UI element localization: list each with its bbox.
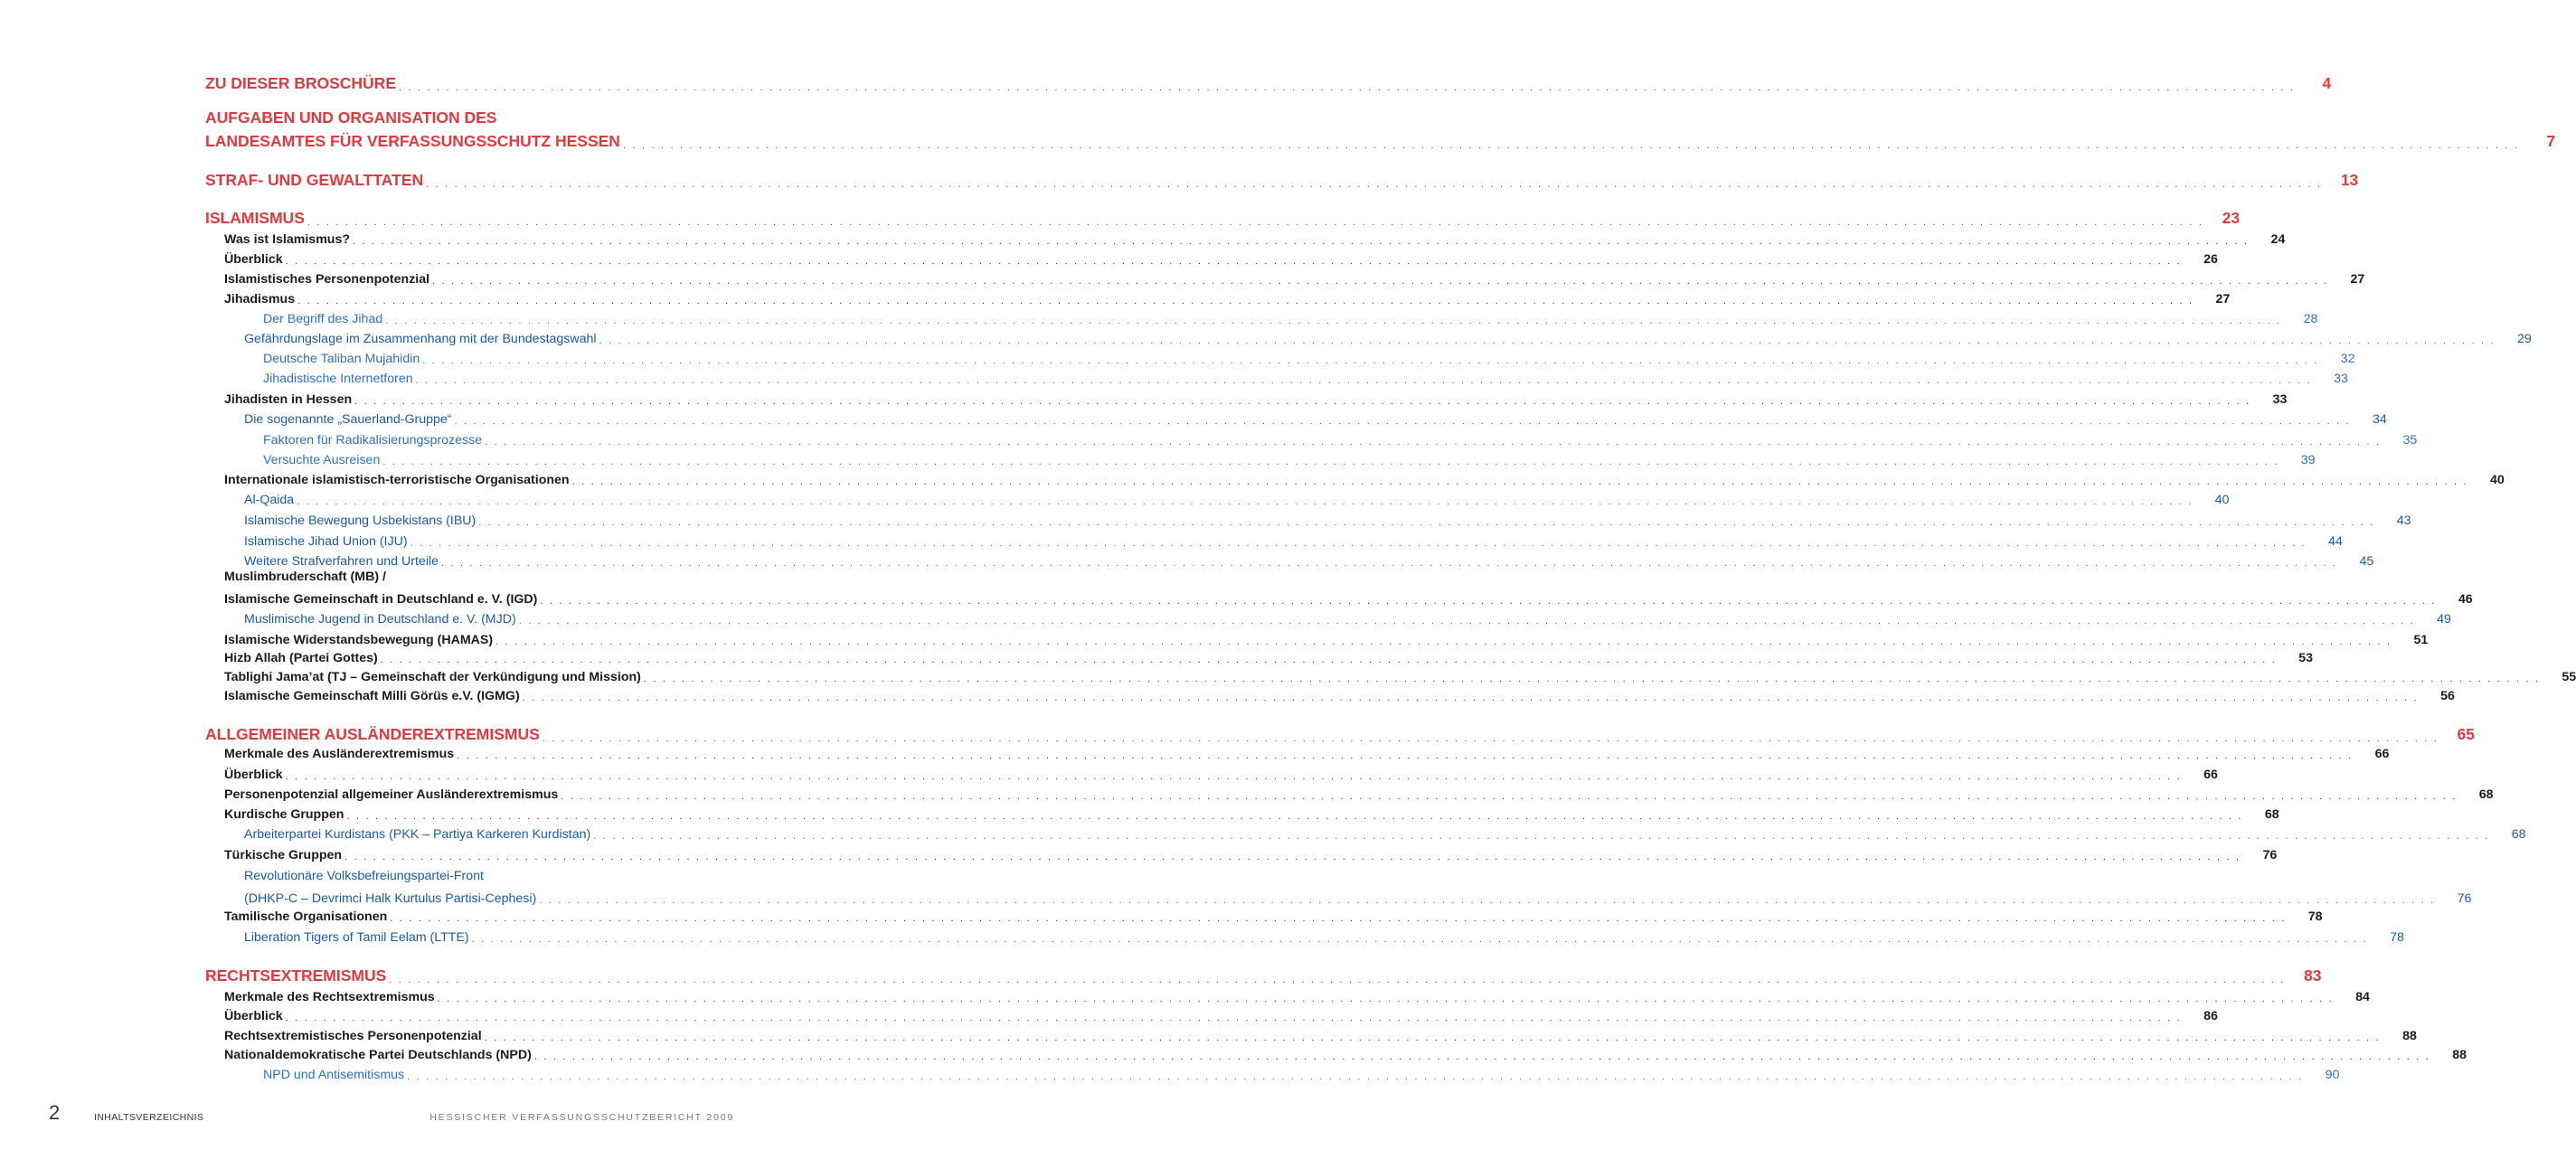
toc-entry[interactable] bbox=[244, 531, 2343, 549]
dot-leader: . . . . . . . . . . . . . . . . . . . . . . . . . . . . . . . . . . . . . . . . . . . . . . . . . . . . . . . . . . . . . . . . . . . . . . . . . . . . . . . . . . . . . . . . . . . . . . . . . . . . . . . . . . . . . . . . . . . . . . . . . . . . . . . . . . . . . . . . . . . . . . . . . . . . . . . . . . . . . . . . . . . . . . . . . . . . . . . . . . . . . . . . . . . . . . . . . . . . . . . . bbox=[437, 994, 2334, 1004]
toc-entry-title: Türkische Gruppen bbox=[224, 848, 343, 862]
dot-leader: . . . . . . . . . . . . . . . . . . . . . . . . . . . . . . . . . . . . . . . . . . . . . . . . . . . . . . . . . . . . . . . . . . . . . . . . . . . . . . . . . . . . . . . . . . . . . . . . . . . . . . . . . . . . . . . . . . . . . . . . . . . . . . . . . . . . . . . . . . . . . . . . . . . . . . . . . . . . . . . . . . . . . . . . . . . . . . . . . . . . . . . . . . . . . . . . . . . . . . . . bbox=[385, 316, 2282, 326]
toc-entry-title: LANDESAMTES FÜR VERFASSUNGSSCHUTZ HESSEN bbox=[205, 132, 620, 150]
toc-entry[interactable] bbox=[224, 784, 2494, 802]
dot-leader: . . . . . . . . . . . . . . . . . . . . . . . . . . . . . . . . . . . . . . . . . . . . . . . . . . . . . . . . . . . . . . . . . . . . . . . . . . . . . . . . . . . . . . . . . . . . . . . . . . . . . . . . . . . . . . . . . . . . . . . . . . . . . . . . . . . . . . . . . . . . . . . . . . . . . . . . . . . . . . . . . . . . . . . . . . . . . . . . . . . . . . . . . . . . . . . . . . . . . . . . bbox=[533, 1051, 2431, 1062]
toc-page-number: 68 bbox=[2478, 787, 2494, 802]
dot-leader: . . . . . . . . . . . . . . . . . . . . . . . . . . . . . . . . . . . . . . . . . . . . . . . . . . . . . . . . . . . . . . . . . . . . . . . . . . . . . . . . . . . . . . . . . . . . . . . . . . . . . . . . . . . . . . . . . . . . . . . . . . . . . . . . . . . . . . . . . . . . . . . . . . . . . . . . . . . . . . . . . . . . . . . . . . . . . . . . . . . . . . . . . . . . . . . . . . . . . . . . bbox=[285, 256, 2182, 267]
toc-page-number: 39 bbox=[2300, 453, 2316, 467]
toc-entry-title: Rechtsextremistisches Personenpotenzial bbox=[224, 1029, 482, 1043]
page-number: 2 bbox=[49, 1101, 61, 1124]
toc-entry-first-line: Revolutionäre Volksbefreiungspartei-Front bbox=[244, 869, 484, 883]
toc-entry[interactable] bbox=[224, 389, 2288, 407]
toc-entry-title: Faktoren für Radikalisierungsprozesse bbox=[263, 433, 483, 448]
toc-entry[interactable] bbox=[244, 927, 2404, 945]
toc-entry[interactable] bbox=[224, 469, 2505, 487]
toc-page-number: 68 bbox=[2511, 827, 2526, 842]
dot-leader: . . . . . . . . . . . . . . . . . . . . . . . . . . . . . . . . . . . . . . . . . . . . . . . . . . . . . . . . . . . . . . . . . . . . . . . . . . . . . . . . . . . . . . . . . . . . . . . . . . . . . . . . . . . . . . . . . . . . . . . . . . . . . . . . . . . . . . . . . . . . . . . . . . . . . . . . . . . . . . . . . . . . . . . . . . . . . . . . . . . . . . . . . . . . . . . . . . . . . . . . bbox=[380, 655, 2277, 665]
toc-page-number: 66 bbox=[2374, 747, 2390, 761]
toc-page-number: 88 bbox=[2402, 1029, 2417, 1043]
dot-leader: . . . . . . . . . . . . . . . . . . . . . . . . . . . . . . . . . . . . . . . . . . . . . . . . . . . . . . . . . . . . . . . . . . . . . . . . . . . . . . . . . . . . . . . . . . . . . . . . . . . . . . . . . . . . . . . . . . . . . . . . . . . . . . . . . . . . . . . . . . . . . . . . . . . . . . . . . . . . . . . . . . . . . . . . . . . . . . . . . . . . . . . . . . . . . . . . . . . . . . . . bbox=[571, 476, 2468, 487]
dot-leader: . . . . . . . . . . . . . . . . . . . . . . . . . . . . . . . . . . . . . . . . . . . . . . . . . . . . . . . . . . . . . . . . . . . . . . . . . . . . . . . . . . . . . . . . . . . . . . . . . . . . . . . . . . . . . . . . . . . . . . . . . . . . . . . . . . . . . . . . . . . . . . . . . . . . . . . . . . . . . . . . . . . . . . . . . . . . . . . . . . . . . . . . . . . . . . . . . . . . . . . . bbox=[354, 396, 2251, 407]
toc-entry[interactable] bbox=[244, 489, 2230, 507]
toc-entry-title: Arbeiterpartei Kurdistans (PKK – Partiya Karkeren Kurdistan) bbox=[244, 827, 591, 842]
toc-entry-title: Überblick bbox=[224, 252, 283, 267]
toc-entry-title: Der Begriff des Jihad bbox=[263, 312, 383, 326]
toc-page-number: 35 bbox=[2402, 433, 2418, 448]
toc-entry-title: Versuchte Ausreisen bbox=[263, 453, 381, 467]
toc-page-number: 66 bbox=[2203, 768, 2218, 782]
toc-entry-title: Merkmale des Ausländerextremismus bbox=[224, 747, 455, 761]
toc-entry[interactable] bbox=[244, 888, 2472, 906]
toc-page-number: 7 bbox=[2546, 132, 2556, 150]
dot-leader: . . . . . . . . . . . . . . . . . . . . . . . . . . . . . . . . . . . . . . . . . . . . . . . . . . . . . . . . . . . . . . . . . . . . . . . . . . . . . . . . . . . . . . . . . . . . . . . . . . . . . . . . . . . . . . . . . . . . . . . . . . . . . . . . . . . . . . . . . . . . . . . . . . . . . . . . . . . . . . . . . . . . . . . . . . . . . . . . . . . . . . . . . . . . . . . . . . . . . . . . bbox=[399, 82, 2296, 93]
toc-page-number: 56 bbox=[2440, 689, 2455, 703]
toc-chapter[interactable] bbox=[205, 723, 2476, 744]
dot-leader: . . . . . . . . . . . . . . . . . . . . . . . . . . . . . . . . . . . . . . . . . . . . . . . . . . . . . . . . . . . . . . . . . . . . . . . . . . . . . . . . . . . . . . . . . . . . . . . . . . . . . . . . . . . . . . . . . . . . . . . . . . . . . . . . . . . . . . . . . . . . . . . . . . . . . . . . . . . . . . . . . . . . . . . . . . . . . . . . . . . . . . . . . . . . . . . . . . . . . . . . bbox=[539, 895, 2436, 906]
dot-leader: . . . . . . . . . . . . . . . . . . . . . . . . . . . . . . . . . . . . . . . . . . . . . . . . . . . . . . . . . . . . . . . . . . . . . . . . . . . . . . . . . . . . . . . . . . . . . . . . . . . . . . . . . . . . . . . . . . . . . . . . . . . . . . . . . . . . . . . . . . . . . . . . . . . . . . . . . . . . . . . . . . . . . . . . . . . . . . . . . . . . . . . . . . . . . . . . . . . . . . . . bbox=[593, 831, 2490, 842]
toc-entry[interactable] bbox=[244, 608, 2451, 627]
toc-entry-title: Personenpotenzial allgemeiner Ausländerextremismus bbox=[224, 787, 559, 802]
toc-entry-title: Tablighi Jama’at (TJ – Gemeinschaft der Verkündigung und Mission) bbox=[224, 670, 641, 684]
dot-leader: . . . . . . . . . . . . . . . . . . . . . . . . . . . . . . . . . . . . . . . . . . . . . . . . . . . . . . . . . . . . . . . . . . . . . . . . . . . . . . . . . . . . . . . . . . . . . . . . . . . . . . . . . . . . . . . . . . . . . . . . . . . . . . . . . . . . . . . . . . . . . . . . . . . . . . . . . . . . . . . . . . . . . . . . . . . . . . . . . . . . . . . . . . . . . . . . . . . . . . . . bbox=[478, 517, 2375, 528]
footer-publication-title: HESSISCHER VERFASSUNGSSCHUTZBERICHT 2009 bbox=[429, 1112, 734, 1123]
toc-entry[interactable] bbox=[224, 685, 2455, 703]
dot-leader: . . . . . . . . . . . . . . . . . . . . . . . . . . . . . . . . . . . . . . . . . . . . . . . . . . . . . . . . . . . . . . . . . . . . . . . . . . . . . . . . . . . . . . . . . . . . . . . . . . . . . . . . . . . . . . . . . . . . . . . . . . . . . . . . . . . . . . . . . . . . . . . . . . . . . . . . . . . . . . . . . . . . . . . . . . . . . . . . . . . . . . . . . . . . . . . . . . . . . . . . bbox=[522, 693, 2419, 703]
dot-leader: . . . . . . . . . . . . . . . . . . . . . . . . . . . . . . . . . . . . . . . . . . . . . . . . . . . . . . . . . . . . . . . . . . . . . . . . . . . . . . . . . . . . . . . . . . . . . . . . . . . . . . . . . . . . . . . . . . . . . . . . . . . . . . . . . . . . . . . . . . . . . . . . . . . . . . . . . . . . . . . . . . . . . . . . . . . . . . . . . . . . . . . . . . . . . . . . . . . . . . . . bbox=[410, 538, 2307, 549]
toc-entry[interactable] bbox=[224, 229, 2286, 247]
toc-entry-title: Weitere Strafverfahren und Urteile bbox=[244, 554, 439, 569]
dot-leader: . . . . . . . . . . . . . . . . . . . . . . . . . . . . . . . . . . . . . . . . . . . . . . . . . . . . . . . . . . . . . . . . . . . . . . . . . . . . . . . . . . . . . . . . . . . . . . . . . . . . . . . . . . . . . . . . . . . . . . . . . . . . . . . . . . . . . . . . . . . . . . . . . . . . . . . . . . . . . . . . . . . . . . . . . . . . . . . . . . . . . . . . . . . . . . . . . . . . . . . . bbox=[622, 140, 2520, 151]
dot-leader: . . . . . . . . . . . . . . . . . . . . . . . . . . . . . . . . . . . . . . . . . . . . . . . . . . . . . . . . . . . . . . . . . . . . . . . . . . . . . . . . . . . . . . . . . . . . . . . . . . . . . . . . . . . . . . . . . . . . . . . . . . . . . . . . . . . . . . . . . . . . . . . . . . . . . . . . . . . . . . . . . . . . . . . . . . . . . . . . . . . . . . . . . . . . . . . . . . . . . . . . bbox=[389, 975, 2286, 985]
dot-leader: . . . . . . . . . . . . . . . . . . . . . . . . . . . . . . . . . . . . . . . . . . . . . . . . . . . . . . . . . . . . . . . . . . . . . . . . . . . . . . . . . . . . . . . . . . . . . . . . . . . . . . . . . . . . . . . . . . . . . . . . . . . . . . . . . . . . . . . . . . . . . . . . . . . . . . . . . . . . . . . . . . . . . . . . . . . . . . . . . . . . . . . . . . . . . . . . . . . . . . . . bbox=[457, 750, 2354, 761]
toc-page-number: 76 bbox=[2262, 848, 2278, 862]
toc-entry-title: Merkmale des Rechtsextremismus bbox=[224, 990, 435, 1004]
toc-entry[interactable] bbox=[224, 804, 2279, 822]
toc-entry-title: NPD und Antisemitismus bbox=[263, 1068, 405, 1082]
toc-page-number: 32 bbox=[2340, 352, 2355, 366]
toc-entry-title: Deutsche Taliban Mujahidin bbox=[263, 352, 420, 366]
toc-entry-title: RECHTSEXTREMISMUS bbox=[205, 966, 387, 985]
toc-entry[interactable] bbox=[263, 368, 2348, 386]
dot-leader: . . . . . . . . . . . . . . . . . . . . . . . . . . . . . . . . . . . . . . . . . . . . . . . . . . . . . . . . . . . . . . . . . . . . . . . . . . . . . . . . . . . . . . . . . . . . . . . . . . . . . . . . . . . . . . . . . . . . . . . . . . . . . . . . . . . . . . . . . . . . . . . . . . . . . . . . . . . . . . . . . . . . . . . . . . . . . . . . . . . . . . . . . . . . . . . . . . . . . . . . bbox=[297, 296, 2194, 306]
toc-entry[interactable] bbox=[224, 269, 2365, 287]
toc-page-number: 33 bbox=[2334, 372, 2348, 386]
toc-entry-title: Was ist Islamismus? bbox=[224, 232, 351, 247]
toc-entry[interactable] bbox=[244, 551, 2374, 569]
toc-page-number: 84 bbox=[2355, 990, 2370, 1004]
toc-page-number: 83 bbox=[2304, 966, 2322, 985]
toc-entry-title: Jihadisten in Hessen bbox=[224, 392, 353, 407]
toc-entry-title: Islamische Jihad Union (IJU) bbox=[244, 534, 408, 549]
toc-page-number: 27 bbox=[2215, 292, 2231, 306]
dot-leader: . . . . . . . . . . . . . . . . . . . . . . . . . . . . . . . . . . . . . . . . . . . . . . . . . . . . . . . . . . . . . . . . . . . . . . . . . . . . . . . . . . . . . . . . . . . . . . . . . . . . . . . . . . . . . . . . . . . . . . . . . . . . . . . . . . . . . . . . . . . . . . . . . . . . . . . . . . . . . . . . . . . . . . . . . . . . . . . . . . . . . . . . . . . . . . . . . . . . . . . . bbox=[382, 457, 2279, 467]
dot-leader: . . . . . . . . . . . . . . . . . . . . . . . . . . . . . . . . . . . . . . . . . . . . . . . . . . . . . . . . . . . . . . . . . . . . . . . . . . . . . . . . . . . . . . . . . . . . . . . . . . . . . . . . . . . . . . . . . . . . . . . . . . . . . . . . . . . . . . . . . . . . . . . . . . . . . . . . . . . . . . . . . . . . . . . . . . . . . . . . . . . . . . . . . . . . . . . . . . . . . . . . bbox=[344, 852, 2241, 862]
toc-page-number: 68 bbox=[2264, 807, 2279, 822]
toc-entry[interactable] bbox=[224, 249, 2218, 267]
toc-entry[interactable] bbox=[263, 348, 2355, 366]
toc-page-number: 78 bbox=[2307, 910, 2323, 924]
toc-entry[interactable] bbox=[263, 449, 2316, 467]
dot-leader: . . . . . . . . . . . . . . . . . . . . . . . . . . . . . . . . . . . . . . . . . . . . . . . . . . . . . . . . . . . . . . . . . . . . . . . . . . . . . . . . . . . . . . . . . . . . . . . . . . . . . . . . . . . . . . . . . . . . . . . . . . . . . . . . . . . . . . . . . . . . . . . . . . . . . . . . . . . . . . . . . . . . . . . . . . . . . . . . . . . . . . . . . . . . . . . . . . . . . . . . bbox=[346, 811, 2243, 822]
toc-chapter[interactable] bbox=[205, 169, 2359, 190]
toc-entry[interactable] bbox=[224, 647, 2313, 665]
dot-leader: . . . . . . . . . . . . . . . . . . . . . . . . . . . . . . . . . . . . . . . . . . . . . . . . . . . . . . . . . . . . . . . . . . . . . . . . . . . . . . . . . . . . . . . . . . . . . . . . . . . . . . . . . . . . . . . . . . . . . . . . . . . . . . . . . . . . . . . . . . . . . . . . . . . . . . . . . . . . . . . . . . . . . . . . . . . . . . . . . . . . . . . . . . . . . . . . . . . . . . . . bbox=[297, 496, 2194, 507]
toc-page-number: 46 bbox=[2458, 592, 2473, 607]
toc-page-number: 24 bbox=[2270, 232, 2286, 247]
toc-entry[interactable] bbox=[224, 764, 2218, 782]
toc-entry-first-line: Muslimbruderschaft (MB) / bbox=[224, 570, 386, 584]
toc-entry-title: ALLGEMEINER AUSLÄNDEREXTREMISMUS bbox=[205, 725, 540, 743]
toc-page-number: 44 bbox=[2328, 534, 2343, 549]
dot-leader: . . . . . . . . . . . . . . . . . . . . . . . . . . . . . . . . . . . . . . . . . . . . . . . . . . . . . . . . . . . . . . . . . . . . . . . . . . . . . . . . . . . . . . . . . . . . . . . . . . . . . . . . . . . . . . . . . . . . . . . . . . . . . . . . . . . . . . . . . . . . . . . . . . . . . . . . . . . . . . . . . . . . . . . . . . . . . . . . . . . . . . . . . . . . . . . . . . . . . . . . bbox=[307, 217, 2204, 228]
toc-page-number: 33 bbox=[2272, 392, 2288, 407]
toc-page-number: 51 bbox=[2413, 633, 2429, 647]
toc-entry-title: Nationaldemokratische Partei Deutschlands (NPD) bbox=[224, 1048, 532, 1062]
toc-entry[interactable] bbox=[244, 824, 2526, 842]
toc-entry-title: Die sogenannte „Sauerland-Gruppe“ bbox=[244, 412, 452, 427]
toc-entry-title: ISLAMISMUS bbox=[205, 209, 305, 227]
toc-page-number: 45 bbox=[2359, 554, 2374, 569]
toc-entry-title: Islamistisches Personenpotenzial bbox=[224, 272, 430, 287]
toc-page-number: 88 bbox=[2452, 1048, 2467, 1062]
toc-page-number: 29 bbox=[2517, 332, 2532, 346]
dot-leader: . . . . . . . . . . . . . . . . . . . . . . . . . . . . . . . . . . . . . . . . . . . . . . . . . . . . . . . . . . . . . . . . . . . . . . . . . . . . . . . . . . . . . . . . . . . . . . . . . . . . . . . . . . . . . . . . . . . . . . . . . . . . . . . . . . . . . . . . . . . . . . . . . . . . . . . . . . . . . . . . . . . . . . . . . . . . . . . . . . . . . . . . . . . . . . . . . . . . . . . . bbox=[407, 1071, 2304, 1082]
toc-entry-title: STRAF- UND GEWALTTATEN bbox=[205, 171, 424, 189]
toc-entry[interactable] bbox=[224, 844, 2278, 862]
toc-entry[interactable] bbox=[224, 1025, 2417, 1043]
dot-leader: . . . . . . . . . . . . . . . . . . . . . . . . . . . . . . . . . . . . . . . . . . . . . . . . . . . . . . . . . . . . . . . . . . . . . . . . . . . . . . . . . . . . . . . . . . . . . . . . . . . . . . . . . . . . . . . . . . . . . . . . . . . . . . . . . . . . . . . . . . . . . . . . . . . . . . . . . . . . . . . . . . . . . . . . . . . . . . . . . . . . . . . . . . . . . . . . . . . . . . . . bbox=[454, 416, 2351, 427]
dot-leader: . . . . . . . . . . . . . . . . . . . . . . . . . . . . . . . . . . . . . . . . . . . . . . . . . . . . . . . . . . . . . . . . . . . . . . . . . . . . . . . . . . . . . . . . . . . . . . . . . . . . . . . . . . . . . . . . . . . . . . . . . . . . . . . . . . . . . . . . . . . . . . . . . . . . . . . . . . . . . . . . . . . . . . . . . . . . . . . . . . . . . . . . . . . . . . . . . . . . . . . . bbox=[441, 558, 2338, 569]
toc-entry-title: Muslimische Jugend in Deutschland e. V. (MJD) bbox=[244, 612, 516, 627]
toc-entry[interactable] bbox=[224, 906, 2323, 924]
dot-leader: . . . . . . . . . . . . . . . . . . . . . . . . . . . . . . . . . . . . . . . . . . . . . . . . . . . . . . . . . . . . . . . . . . . . . . . . . . . . . . . . . . . . . . . . . . . . . . . . . . . . . . . . . . . . . . . . . . . . . . . . . . . . . . . . . . . . . . . . . . . . . . . . . . . . . . . . . . . . . . . . . . . . . . . . . . . . . . . . . . . . . . . . . . . . . . . . . . . . . . . . bbox=[485, 437, 2382, 448]
toc-entry-title: Islamische Gemeinschaft in Deutschland e. V. (IGD) bbox=[224, 592, 538, 607]
dot-leader: . . . . . . . . . . . . . . . . . . . . . . . . . . . . . . . . . . . . . . . . . . . . . . . . . . . . . . . . . . . . . . . . . . . . . . . . . . . . . . . . . . . . . . . . . . . . . . . . . . . . . . . . . . . . . . . . . . . . . . . . . . . . . . . . . . . . . . . . . . . . . . . . . . . . . . . . . . . . . . . . . . . . . . . . . . . . . . . . . . . . . . . . . . . . . . . . . . . . . . . . bbox=[353, 236, 2250, 247]
toc-page-number: 4 bbox=[2322, 74, 2332, 92]
toc-entry-title: Überblick bbox=[224, 768, 283, 782]
toc-entry[interactable] bbox=[224, 743, 2390, 761]
dot-leader: . . . . . . . . . . . . . . . . . . . . . . . . . . . . . . . . . . . . . . . . . . . . . . . . . . . . . . . . . . . . . . . . . . . . . . . . . . . . . . . . . . . . . . . . . . . . . . . . . . . . . . . . . . . . . . . . . . . . . . . . . . . . . . . . . . . . . . . . . . . . . . . . . . . . . . . . . . . . . . . . . . . . . . . . . . . . . . . . . . . . . . . . . . . . . . . . . . . . . . . . bbox=[285, 771, 2182, 782]
toc-entry-first-line: AUFGABEN UND ORGANISATION DES bbox=[205, 108, 497, 127]
toc-page-number: 53 bbox=[2298, 651, 2313, 665]
toc-entry-title: Jihadismus bbox=[224, 292, 296, 306]
toc-entry[interactable] bbox=[244, 409, 2387, 427]
toc-page-number: 27 bbox=[2350, 272, 2365, 287]
toc-page-number: 40 bbox=[2490, 473, 2505, 487]
toc-page-number: 43 bbox=[2396, 514, 2411, 528]
dot-leader: . . . . . . . . . . . . . . . . . . . . . . . . . . . . . . . . . . . . . . . . . . . . . . . . . . . . . . . . . . . . . . . . . . . . . . . . . . . . . . . . . . . . . . . . . . . . . . . . . . . . . . . . . . . . . . . . . . . . . . . . . . . . . . . . . . . . . . . . . . . . . . . . . . . . . . . . . . . . . . . . . . . . . . . . . . . . . . . . . . . . . . . . . . . . . . . . . . . . . . . . bbox=[426, 179, 2323, 190]
toc-page-number: 49 bbox=[2437, 612, 2451, 627]
dot-leader: . . . . . . . . . . . . . . . . . . . . . . . . . . . . . . . . . . . . . . . . . . . . . . . . . . . . . . . . . . . . . . . . . . . . . . . . . . . . . . . . . . . . . . . . . . . . . . . . . . . . . . . . . . . . . . . . . . . . . . . . . . . . . . . . . . . . . . . . . . . . . . . . . . . . . . . . . . . . . . . . . . . . . . . . . . . . . . . . . . . . . . . . . . . . . . . . . . . . . . . . bbox=[542, 733, 2439, 744]
toc-entry[interactable] bbox=[224, 589, 2473, 607]
dot-leader: . . . . . . . . . . . . . . . . . . . . . . . . . . . . . . . . . . . . . . . . . . . . . . . . . . . . . . . . . . . . . . . . . . . . . . . . . . . . . . . . . . . . . . . . . . . . . . . . . . . . . . . . . . . . . . . . . . . . . . . . . . . . . . . . . . . . . . . . . . . . . . . . . . . . . . . . . . . . . . . . . . . . . . . . . . . . . . . . . . . . . . . . . . . . . . . . . . . . . . . . bbox=[390, 913, 2287, 924]
toc-entry-title: Gefährdungslage im Zusammenhang mit der Bundestagswahl bbox=[244, 332, 597, 346]
toc-entry[interactable] bbox=[263, 1064, 2340, 1082]
toc-page-number: 78 bbox=[2390, 930, 2404, 945]
dot-leader: . . . . . . . . . . . . . . . . . . . . . . . . . . . . . . . . . . . . . . . . . . . . . . . . . . . . . . . . . . . . . . . . . . . . . . . . . . . . . . . . . . . . . . . . . . . . . . . . . . . . . . . . . . . . . . . . . . . . . . . . . . . . . . . . . . . . . . . . . . . . . . . . . . . . . . . . . . . . . . . . . . . . . . . . . . . . . . . . . . . . . . . . . . . . . . . . . . . . . . . . bbox=[285, 1013, 2182, 1023]
toc-entry-title: (DHKP-C – Devrimci Halk Kurtulus Partisi-Cephesi) bbox=[244, 891, 537, 906]
toc-entry[interactable] bbox=[244, 328, 2532, 346]
footer-section-title: INHALTSVERZEICHNIS bbox=[94, 1112, 204, 1123]
toc-entry-title: Islamische Bewegung Usbekistans (IBU) bbox=[244, 514, 477, 528]
dot-leader: . . . . . . . . . . . . . . . . . . . . . . . . . . . . . . . . . . . . . . . . . . . . . . . . . . . . . . . . . . . . . . . . . . . . . . . . . . . . . . . . . . . . . . . . . . . . . . . . . . . . . . . . . . . . . . . . . . . . . . . . . . . . . . . . . . . . . . . . . . . . . . . . . . . . . . . . . . . . . . . . . . . . . . . . . . . . . . . . . . . . . . . . . . . . . . . . . . . . . . . . bbox=[540, 596, 2437, 607]
toc-page-number: 23 bbox=[2222, 209, 2241, 227]
toc-chapter[interactable] bbox=[205, 72, 2332, 93]
toc-page-number: 65 bbox=[2457, 725, 2476, 743]
toc-entry[interactable] bbox=[224, 986, 2370, 1004]
dot-leader: . . . . . . . . . . . . . . . . . . . . . . . . . . . . . . . . . . . . . . . . . . . . . . . . . . . . . . . . . . . . . . . . . . . . . . . . . . . . . . . . . . . . . . . . . . . . . . . . . . . . . . . . . . . . . . . . . . . . . . . . . . . . . . . . . . . . . . . . . . . . . . . . . . . . . . . . . . . . . . . . . . . . . . . . . . . . . . . . . . . . . . . . . . . . . . . . . . . . . . . . bbox=[415, 375, 2312, 386]
toc-page-number: 26 bbox=[2203, 252, 2218, 267]
toc-entry-title: ZU DIESER BROSCHÜRE bbox=[205, 74, 396, 92]
toc-entry-title: Hizb Allah (Partei Gottes) bbox=[224, 651, 378, 665]
toc-entry[interactable] bbox=[263, 429, 2418, 448]
toc-page-number: 76 bbox=[2457, 891, 2472, 906]
toc-page-number: 13 bbox=[2340, 171, 2359, 189]
toc-entry[interactable] bbox=[263, 308, 2318, 326]
toc-page-number: 40 bbox=[2214, 493, 2230, 507]
toc-entry[interactable] bbox=[224, 288, 2231, 306]
dot-leader: . . . . . . . . . . . . . . . . . . . . . . . . . . . . . . . . . . . . . . . . . . . . . . . . . . . . . . . . . . . . . . . . . . . . . . . . . . . . . . . . . . . . . . . . . . . . . . . . . . . . . . . . . . . . . . . . . . . . . . . . . . . . . . . . . . . . . . . . . . . . . . . . . . . . . . . . . . . . . . . . . . . . . . . . . . . . . . . . . . . . . . . . . . . . . . . . . . . . . . . . bbox=[484, 1032, 2381, 1043]
toc-page-number: 90 bbox=[2325, 1068, 2340, 1082]
toc-entry-title: Islamische Gemeinschaft Milli Görüs e.V. (IGMG) bbox=[224, 689, 520, 703]
toc-entry-title: Internationale islamistisch-terroristische Organisationen bbox=[224, 473, 570, 487]
toc-entry[interactable] bbox=[224, 1044, 2467, 1062]
dot-leader: . . . . . . . . . . . . . . . . . . . . . . . . . . . . . . . . . . . . . . . . . . . . . . . . . . . . . . . . . . . . . . . . . . . . . . . . . . . . . . . . . . . . . . . . . . . . . . . . . . . . . . . . . . . . . . . . . . . . . . . . . . . . . . . . . . . . . . . . . . . . . . . . . . . . . . . . . . . . . . . . . . . . . . . . . . . . . . . . . . . . . . . . . . . . . . . . . . . . . . . . bbox=[599, 335, 2496, 346]
dot-leader: . . . . . . . . . . . . . . . . . . . . . . . . . . . . . . . . . . . . . . . . . . . . . . . . . . . . . . . . . . . . . . . . . . . . . . . . . . . . . . . . . . . . . . . . . . . . . . . . . . . . . . . . . . . . . . . . . . . . . . . . . . . . . . . . . . . . . . . . . . . . . . . . . . . . . . . . . . . . . . . . . . . . . . . . . . . . . . . . . . . . . . . . . . . . . . . . . . . . . . . . bbox=[518, 616, 2415, 627]
toc-page-number: 28 bbox=[2303, 312, 2318, 326]
dot-leader: . . . . . . . . . . . . . . . . . . . . . . . . . . . . . . . . . . . . . . . . . . . . . . . . . . . . . . . . . . . . . . . . . . . . . . . . . . . . . . . . . . . . . . . . . . . . . . . . . . . . . . . . . . . . . . . . . . . . . . . . . . . . . . . . . . . . . . . . . . . . . . . . . . . . . . . . . . . . . . . . . . . . . . . . . . . . . . . . . . . . . . . . . . . . . . . . . . . . . . . . bbox=[422, 355, 2319, 366]
toc-entry-title: Jihadistische Internetforen bbox=[263, 372, 413, 386]
dot-leader: . . . . . . . . . . . . . . . . . . . . . . . . . . . . . . . . . . . . . . . . . . . . . . . . . . . . . . . . . . . . . . . . . . . . . . . . . . . . . . . . . . . . . . . . . . . . . . . . . . . . . . . . . . . . . . . . . . . . . . . . . . . . . . . . . . . . . . . . . . . . . . . . . . . . . . . . . . . . . . . . . . . . . . . . . . . . . . . . . . . . . . . . . . . . . . . . . . . . . . . . bbox=[495, 636, 2392, 647]
dot-leader: . . . . . . . . . . . . . . . . . . . . . . . . . . . . . . . . . . . . . . . . . . . . . . . . . . . . . . . . . . . . . . . . . . . . . . . . . . . . . . . . . . . . . . . . . . . . . . . . . . . . . . . . . . . . . . . . . . . . . . . . . . . . . . . . . . . . . . . . . . . . . . . . . . . . . . . . . . . . . . . . . . . . . . . . . . . . . . . . . . . . . . . . . . . . . . . . . . . . . . . . bbox=[561, 791, 2458, 802]
toc-entry-title: Tamilische Organisationen bbox=[224, 910, 388, 924]
toc-entry[interactable] bbox=[244, 510, 2411, 528]
dot-leader: . . . . . . . . . . . . . . . . . . . . . . . . . . . . . . . . . . . . . . . . . . . . . . . . . . . . . . . . . . . . . . . . . . . . . . . . . . . . . . . . . . . . . . . . . . . . . . . . . . . . . . . . . . . . . . . . . . . . . . . . . . . . . . . . . . . . . . . . . . . . . . . . . . . . . . . . . . . . . . . . . . . . . . . . . . . . . . . . . . . . . . . . . . . . . . . . . . . . . . . . bbox=[432, 276, 2329, 287]
toc-page-number: 34 bbox=[2372, 412, 2387, 427]
toc-page-number: 86 bbox=[2203, 1009, 2218, 1023]
toc-entry-title: Liberation Tigers of Tamil Eelam (LTTE) bbox=[244, 930, 469, 945]
toc-entry[interactable] bbox=[224, 1005, 2218, 1023]
toc-entry-title: Kurdische Gruppen bbox=[224, 807, 344, 822]
toc-chapter[interactable] bbox=[205, 965, 2322, 985]
dot-leader: . . . . . . . . . . . . . . . . . . . . . . . . . . . . . . . . . . . . . . . . . . . . . . . . . . . . . . . . . . . . . . . . . . . . . . . . . . . . . . . . . . . . . . . . . . . . . . . . . . . . . . . . . . . . . . . . . . . . . . . . . . . . . . . . . . . . . . . . . . . . . . . . . . . . . . . . . . . . . . . . . . . . . . . . . . . . . . . . . . . . . . . . . . . . . . . . . . . . . . . . bbox=[471, 934, 2368, 945]
toc-entry[interactable] bbox=[224, 666, 2576, 684]
toc-entry[interactable] bbox=[224, 629, 2429, 647]
toc-page-number: 55 bbox=[2562, 670, 2576, 684]
toc-chapter[interactable] bbox=[205, 207, 2241, 228]
toc-entry-title: Islamische Widerstandsbewegung (HAMAS) bbox=[224, 633, 494, 647]
dot-leader: . . . . . . . . . . . . . . . . . . . . . . . . . . . . . . . . . . . . . . . . . . . . . . . . . . . . . . . . . . . . . . . . . . . . . . . . . . . . . . . . . . . . . . . . . . . . . . . . . . . . . . . . . . . . . . . . . . . . . . . . . . . . . . . . . . . . . . . . . . . . . . . . . . . . . . . . . . . . . . . . . . . . . . . . . . . . . . . . . . . . . . . . . . . . . . . . . . . . . . . . bbox=[643, 674, 2541, 684]
toc-entry-title: Al-Qaida bbox=[244, 493, 295, 507]
toc-chapter[interactable] bbox=[205, 130, 2556, 151]
toc-entry-title: Überblick bbox=[224, 1009, 283, 1023]
